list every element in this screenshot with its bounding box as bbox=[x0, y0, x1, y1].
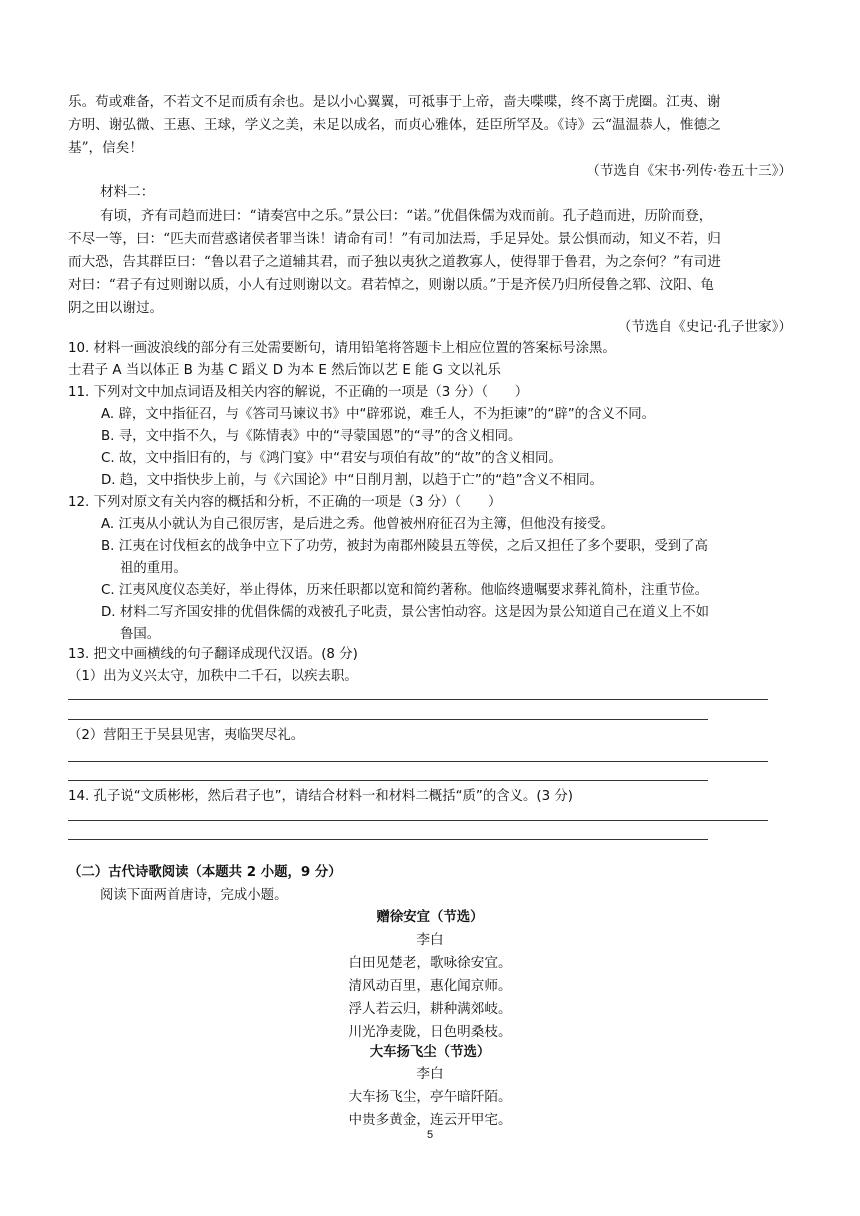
material1-line: 乐。苟或难备，不若文不足而质有余也。是以小心翼翼，可祗事于上帝，啬夫喋喋，终不离于虎圈。江夷、谢 bbox=[68, 94, 721, 110]
question-11-option-d: D. 趋，文中指快步上前，与《六国论》中“日削月割，以趋于亡”的“趋”含义不相同。 bbox=[101, 473, 603, 488]
material1-line: 基”，信矣！ bbox=[68, 140, 143, 156]
source-note-1: （节选自《宋书·列传·卷五十三》） bbox=[586, 163, 792, 179]
poem-author: 李白 bbox=[416, 1066, 444, 1082]
question-11-option-b: B. 寻，文中指不久，与《陈情表》中的“寻蒙国恩”的“寻”的含义相同。 bbox=[101, 429, 522, 444]
poem-line: 清风动百里，惠化闻京师。 bbox=[348, 978, 512, 994]
question-12-option-b: B. 江夷在讨伐桓玄的战争中立下了功劳，被封为南郡州陵县五等侯，之后又担任了多个要职，受到了高 bbox=[101, 539, 708, 554]
answer-line[interactable] bbox=[68, 780, 708, 781]
question-13-sentence-1: （1）出为义兴太守，加秩中二千石，以疾去职。 bbox=[68, 669, 358, 684]
material2-line: 而大恐，告其群臣曰：“鲁以君子之道辅其君，而子独以夷狄之道教寡人，使得罪于鲁君，为之奈何？”有司进 bbox=[68, 254, 721, 270]
section-heading: （二）古代诗歌阅读（本题共 2 小题，9 分） bbox=[68, 865, 342, 880]
question-10-text: 士君子 A 当以体正 B 为基 C 蹈义 D 为本 E 然后饰以艺 E 能 G 文以礼乐 bbox=[68, 363, 501, 378]
poem-line: 川光净麦陇，日色明桑枝。 bbox=[348, 1024, 512, 1040]
question-12-option-d-cont: 鲁国。 bbox=[120, 627, 161, 642]
poem-line: 白田见楚老，歌咏徐安宜。 bbox=[348, 955, 512, 971]
question-12-option-b-cont: 祖的重用。 bbox=[120, 561, 187, 576]
question-12-option-a: A. 江夷从小就认为自己很厉害，是后进之秀。他曾被州府征召为主簿，但他没有接受。 bbox=[101, 517, 614, 532]
question-11-stem: 11. 下列对文中加点词语及相关内容的解说，不正确的一项是（3 分）（ ） bbox=[68, 385, 529, 400]
poem-line: 浮人若云归，耕种满郊岐。 bbox=[348, 1001, 512, 1017]
answer-line[interactable] bbox=[68, 699, 768, 700]
material2-label: 材料二： bbox=[100, 184, 155, 200]
question-14-stem: 14. 孔子说“文质彬彬，然后君子也”，请结合材料一和材料二概括“质”的含义。(3 分) bbox=[68, 789, 574, 804]
poem-title: 赠徐安宜（节选） bbox=[376, 910, 484, 925]
answer-line[interactable] bbox=[68, 761, 768, 762]
question-11-option-a: A. 辟，文中指征召，与《答司马谏议书》中“辟邪说，难壬人，不为拒谏”的“辟”的含义不同。 bbox=[101, 407, 656, 422]
question-10-stem: 10. 材料一画波浪线的部分有三处需要断句，请用铅笔将答题卡上相应位置的答案标号涂黑。 bbox=[68, 341, 616, 356]
material2-line: 对曰：“君子有过则谢以质，小人有过则谢以文。君若悼之，则谢以质。”于是齐侯乃归所侵鲁之郓、汶阳、龟 bbox=[68, 277, 715, 293]
question-13-stem: 13. 把文中画横线的句子翻译成现代汉语。(8 分) bbox=[68, 647, 358, 662]
answer-line[interactable] bbox=[68, 839, 708, 840]
material2-line: 有顷，齐有司趋而进曰：“请奏宫中之乐。”景公曰：“诺。”优倡侏儒为戏而前。孔子趋而进，历阶而登， bbox=[100, 208, 713, 224]
material2-line: 不尽一等，曰：“匹夫而营惑诸侯者罪当诛！请命有司！”有司加法焉，手足异处。景公惧而动，知义不若，归 bbox=[68, 231, 721, 247]
poem-line: 大车扬飞尘，亭午暗阡陌。 bbox=[348, 1089, 512, 1105]
source-note-2: （节选自《史记·孔子世家》） bbox=[617, 319, 792, 335]
answer-line[interactable] bbox=[68, 820, 768, 821]
section-intro: 阅读下面两首唐诗，完成小题。 bbox=[100, 888, 288, 903]
poem-title: 大车扬飞尘（节选） bbox=[369, 1045, 491, 1060]
answer-line[interactable] bbox=[68, 719, 708, 720]
page-number: 5 bbox=[426, 1129, 434, 1141]
question-12-option-d: D. 材料二写齐国安排的优倡侏儒的戏被孔子叱责，景公害怕动容。这是因为景公知道自己在道义上不如 bbox=[101, 605, 710, 620]
question-11-option-c: C. 故，文中指旧有的，与《鸿门宴》中“君安与项伯有故”的“故”的含义相同。 bbox=[101, 451, 562, 466]
question-12-option-c: C. 江夷风度仪态美好，举止得体，历来任职都以宽和简约著称。他临终遗嘱要求葬礼简朴，注重节俭。 bbox=[101, 583, 709, 598]
material2-line: 阴之田以谢过。 bbox=[68, 300, 164, 316]
material1-line: 方明、谢弘微、王惠、王球，学义之美，未足以成名，而贞心雅体，廷臣所罕及。《诗》云“温温恭人，惟德之 bbox=[68, 117, 721, 133]
question-13-sentence-2: （2）营阳王于吴县见害，夷临哭尽礼。 bbox=[68, 728, 305, 743]
poem-line: 中贵多黄金，连云开甲宅。 bbox=[348, 1112, 512, 1128]
poem-author: 李白 bbox=[416, 932, 444, 948]
question-12-stem: 12. 下列对原文有关内容的概括和分析，不正确的一项是（3 分）（ ） bbox=[68, 495, 502, 510]
